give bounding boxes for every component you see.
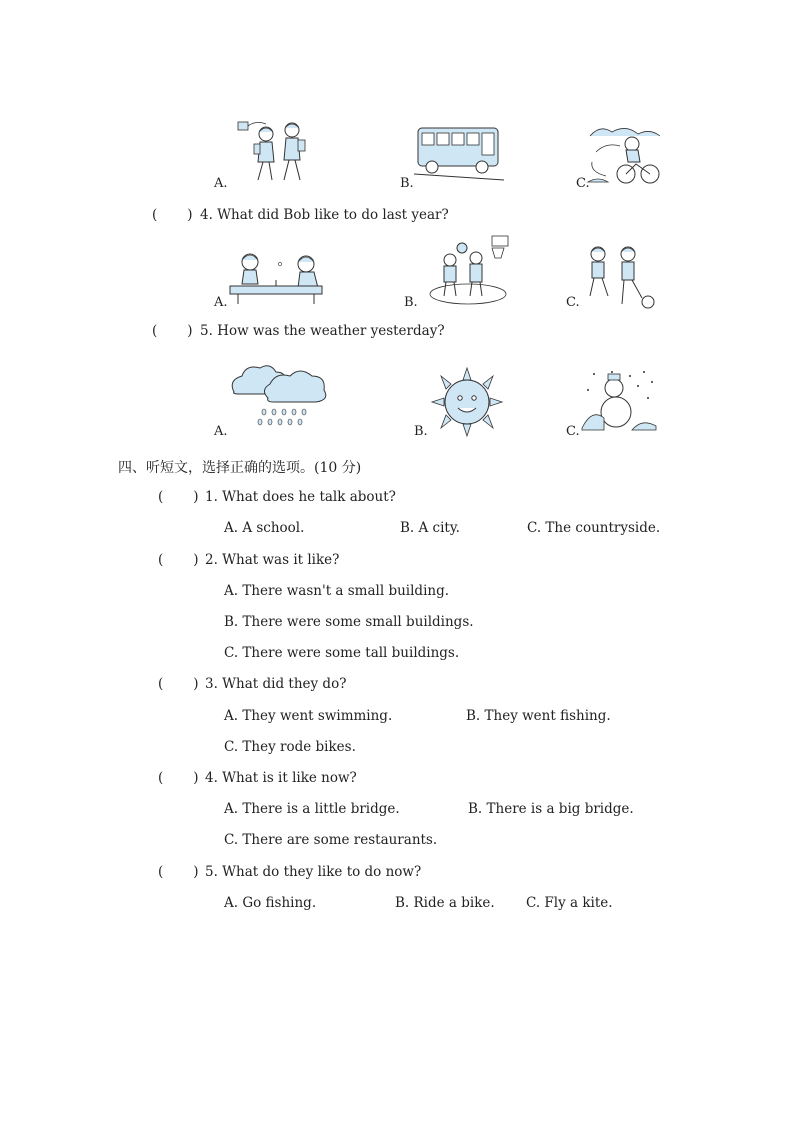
option-c: C. The countryside.	[527, 520, 661, 536]
rain-cloud-icon	[228, 362, 330, 428]
option-a: A. They went swimming.	[224, 708, 393, 724]
option-a: A. There wasn't a small building.	[224, 583, 450, 599]
basketball-icon	[428, 234, 512, 306]
table-tennis-icon	[228, 250, 334, 304]
option-b: B. A city.	[400, 520, 460, 536]
option-a: A. Go fishing.	[224, 895, 317, 911]
option-letter: B.	[404, 295, 418, 310]
option-a: A. There is a little bridge.	[224, 801, 400, 817]
question-text: 5. How was the weather yesterday?	[200, 323, 445, 339]
question-text: 4. What did Bob like to do last year?	[200, 207, 449, 223]
option-b: B. They went fishing.	[466, 708, 611, 724]
option-letter: B.	[414, 424, 428, 439]
option-c: C. They rode bikes.	[224, 739, 356, 755]
question-text: 4. What is it like now?	[205, 770, 357, 786]
football-icon	[582, 244, 658, 310]
answer-blank[interactable]: ( )	[152, 323, 193, 339]
option-b: B. There were some small buildings.	[224, 614, 474, 630]
answer-blank[interactable]: ( )	[158, 552, 199, 568]
option-a: A. A school.	[224, 520, 305, 536]
question-text: 2. What was it like?	[205, 552, 340, 568]
option-letter: A.	[214, 295, 228, 310]
answer-blank[interactable]: ( )	[158, 489, 199, 505]
option-letter: A.	[214, 176, 228, 191]
option-letter: A.	[214, 424, 228, 439]
answer-blank[interactable]: ( )	[152, 207, 193, 223]
snowman-icon	[582, 368, 658, 432]
option-letter: C.	[566, 295, 580, 310]
question-text: 1. What does he talk about?	[205, 489, 396, 505]
question-text: 5. What do they like to do now?	[205, 864, 422, 880]
option-letter: C.	[566, 424, 580, 439]
children-walking-to-school-icon	[236, 118, 316, 188]
option-b: B. There is a big bridge.	[468, 801, 634, 817]
option-b: B. Ride a bike.	[395, 895, 495, 911]
option-c: C. There are some restaurants.	[224, 832, 438, 848]
answer-blank[interactable]: ( )	[158, 770, 199, 786]
sun-icon	[430, 366, 504, 438]
answer-blank[interactable]: ( )	[158, 864, 199, 880]
question-text: 3. What did they do?	[205, 676, 347, 692]
girl-riding-bike-icon	[586, 122, 666, 190]
section-heading: 四、听短文，选择正确的选项。(10 分)	[118, 460, 362, 476]
option-c: C. Fly a kite.	[526, 895, 613, 911]
answer-blank[interactable]: ( )	[158, 676, 199, 692]
bus-icon	[414, 124, 506, 182]
option-c: C. There were some tall buildings.	[224, 645, 460, 661]
option-letter: B.	[400, 176, 414, 191]
option-letter: C.	[576, 176, 590, 191]
